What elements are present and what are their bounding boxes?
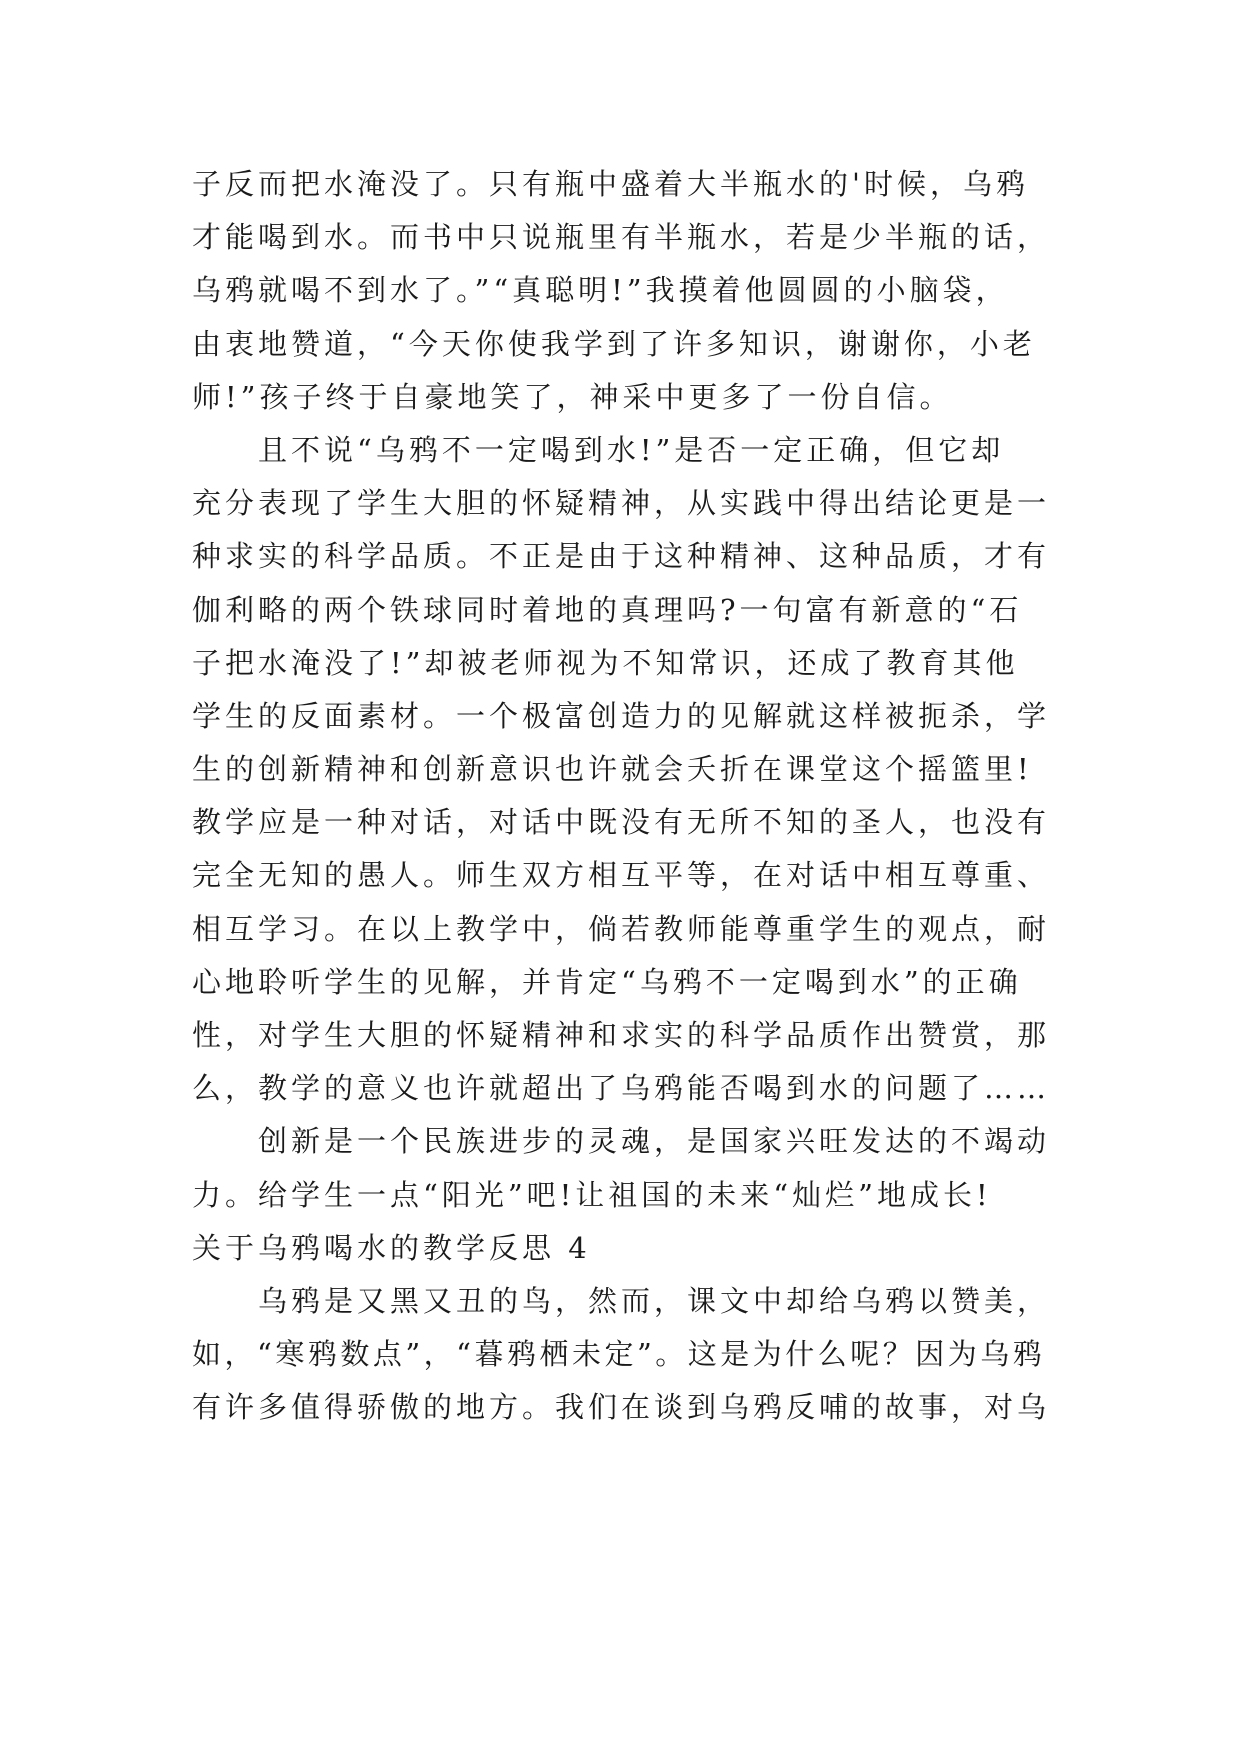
text-line: 生的创新精神和创新意识也许就会夭折在课堂这个摇篮里!	[192, 752, 1033, 787]
section-heading: 关于乌鸦喝水的教学反思 4	[192, 1230, 591, 1265]
text-line: 师!”孩子终于自豪地笑了，神采中更多了一份自信。	[192, 379, 953, 414]
text-line: 伽利略的两个铁球同时着地的真理吗?一句富有新意的“石	[192, 592, 1023, 627]
text-line: 性，对学生大胆的怀疑精神和求实的科学品质作出赞赏，那	[192, 1018, 1051, 1052]
text-line: 完全无知的愚人。师生双方相互平等，在对话中相互尊重、	[192, 858, 1051, 893]
text-line: 相互学习。在以上教学中，倘若教师能尊重学生的观点，耐	[192, 911, 1051, 946]
text-line: 心地聆听学生的见解，并肯定“乌鸦不一定喝到水”的正确	[192, 964, 1022, 999]
text-line: 种求实的科学品质。不正是由于这种精神、这种品质，才有	[192, 539, 1051, 574]
text-line: 教学应是一种对话，对话中既没有无所不知的圣人，也没有	[192, 805, 1051, 840]
text-line: 么，教学的意义也许就超出了乌鸦能否喝到水的问题了……	[192, 1071, 1051, 1106]
text-line: 如，“寒鸦数点”，“暮鸦栖未定”。这是为什么呢？因为乌鸦	[192, 1337, 1046, 1372]
document-body	[192, 158, 1052, 1435]
text-line: 有许多值得骄傲的地方。我们在谈到乌鸦反哺的故事，对乌	[192, 1390, 1051, 1425]
paragraph-start-line: 且不说“乌鸦不一定喝到水!”是否一定正确，但它却	[258, 432, 1005, 467]
paragraph-start-line: 创新是一个民族进步的灵魂，是国家兴旺发达的不竭动	[258, 1124, 1051, 1159]
text-line: 子把水淹没了!”却被老师视为不知常识，还成了教育其他	[192, 645, 1019, 680]
text-line: 学生的反面素材。一个极富创造力的见解就这样被扼杀，学	[192, 698, 1051, 733]
text-line: 才能喝到水。而书中只说瓶里有半瓶水，若是少半瓶的话，	[192, 220, 1051, 255]
text-line: 力。给学生一点“阳光”吧!让祖国的未来“灿烂”地成长!	[192, 1177, 992, 1212]
text-line: 充分表现了学生大胆的怀疑精神，从实践中得出结论更是一	[192, 486, 1051, 521]
text-line: 子反而把水淹没了。只有瓶中盛着大半瓶水的'时候，乌鸦	[192, 167, 1029, 201]
paragraph-start-line: 乌鸦是又黑又丑的鸟，然而，课文中却给乌鸦以赞美，	[258, 1283, 1051, 1318]
text-line: 乌鸦就喝不到水了。”“真聪明!”我摸着他圆圆的小脑袋，	[192, 273, 1009, 308]
text-line: 由衷地赞道，“今天你使我学到了许多知识，谢谢你，小老	[192, 326, 1036, 361]
